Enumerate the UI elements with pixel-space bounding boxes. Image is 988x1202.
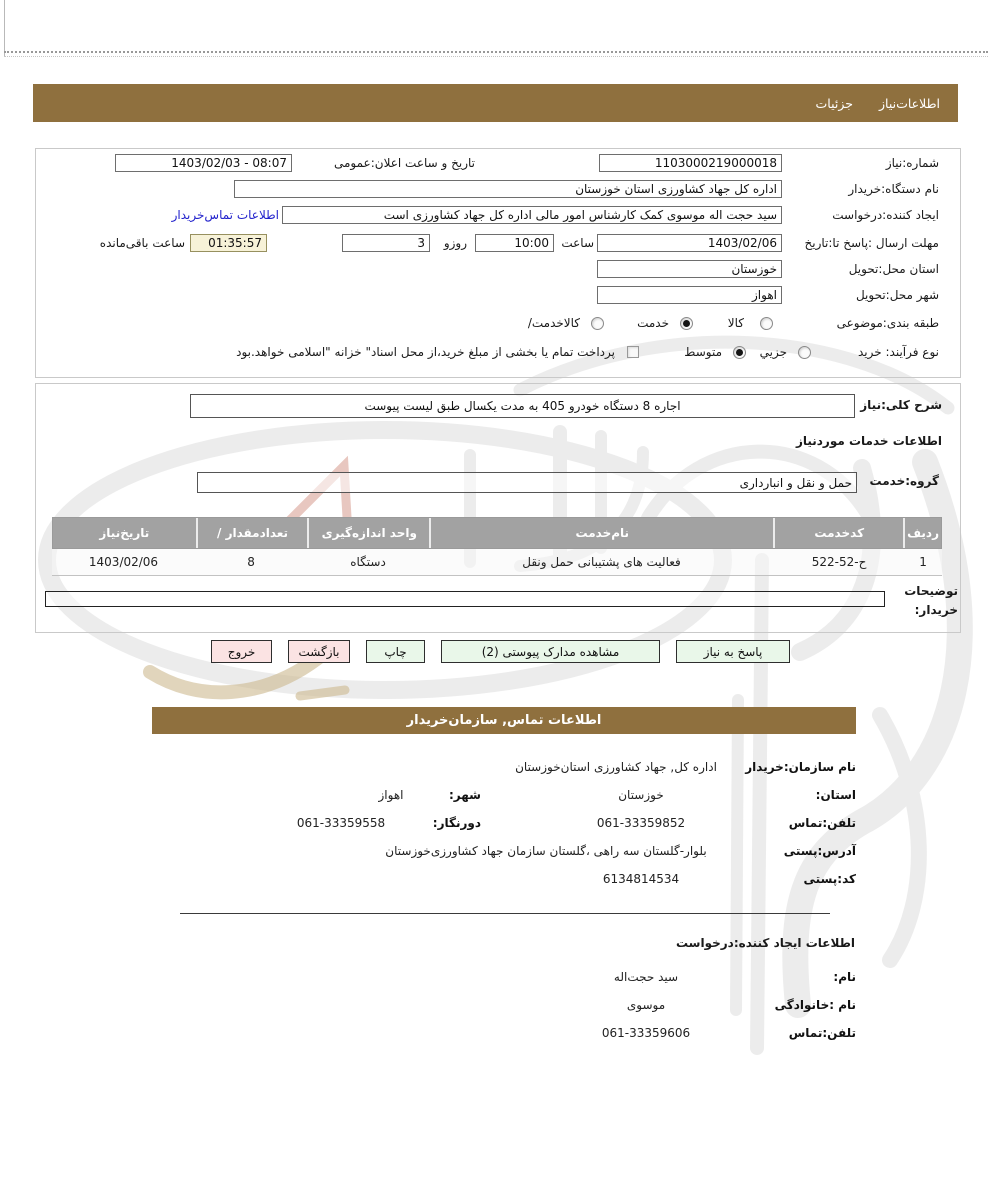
header-row-number: ردیف [903,518,941,548]
hours-remaining-label: ساعت باقی‌مانده [99,236,185,250]
radio-minor-label: جزيي [759,345,787,359]
request-creator-field[interactable]: سید حجت اله موسوی کمک کارشناس امور مالی اداره کل جهاد کشاورزی است [282,206,782,224]
buyer-notes-field[interactable] [45,591,885,607]
buyer-org-label: نام دستگاه:خریدار [848,182,939,196]
service-group-field[interactable]: حمل و نقل و انبارداری [197,472,857,493]
radio-goods-label: کالا [727,316,744,330]
deadline-date-field[interactable]: 1403/02/06 [597,234,782,252]
province-label: استان: [815,788,856,802]
tab-need-info[interactable]: اطلاعات‌نیاز [878,95,940,111]
postal-code-label: کد:پستی [803,872,856,886]
buyer-notes-label-line1: توضیحات [904,584,958,598]
cell-quantity: 8 [247,555,255,569]
fax-label: دورنگار: [432,816,481,830]
creator-name-label: نام: [833,970,856,984]
contact-section-title: اطلاعات تماس, سازمان‌خریدار [406,713,602,728]
request-creator-section-header: اطلاعات ایجاد کننده:درخواست [675,936,855,950]
address-value: بلوار-گلستان سه راهی ،گلستان سازمان جهاد کشاورزی‌خوزستان [385,844,707,858]
treasury-payment-checkbox[interactable] [627,346,639,358]
days-remaining-field[interactable]: 3 [342,234,430,252]
delivery-city-field[interactable]: اهواز [597,286,782,304]
city-value: اهواز [378,788,404,802]
address-label: آدرس:پستی [783,844,856,858]
top-menu-bar [33,84,958,122]
delivery-province-field[interactable]: خوزستان [597,260,782,278]
need-number-field[interactable]: 1103000219000018 [599,154,782,172]
countdown-timer: 01:35:57 [190,234,267,252]
header-need-date: تاریخ‌نیاز [99,526,150,540]
need-services-panel [35,383,961,633]
need-description-field[interactable]: اجاره 8 دستگاه خودرو 405 به مدت یکسال طبق لیست پیوست [190,394,855,418]
category-label: طبقه بندی:موضوعی [836,316,939,330]
back-button[interactable]: بازگشت [288,640,350,663]
need-description-label: شرح کلی:نیاز [860,398,942,412]
radio-medium-label: متوسط [684,345,722,359]
org-name-label: نام سازمان:خریدار [745,760,856,774]
radio-service-label: خدمت [637,316,669,330]
phone-label: تلفن:تماس [788,816,856,830]
page-left-border [4,0,5,57]
radio-minor[interactable] [798,346,811,359]
buyer-org-field[interactable]: اداره کل جهاد کشاورزی استان خوزستان [234,180,782,198]
contact-postal-row [152,868,856,892]
radio-goods-service[interactable] [591,317,604,330]
deadline-time-field[interactable]: 10:00 [475,234,554,252]
table-row[interactable] [52,549,942,576]
cell-unit: دستگاه [350,555,386,569]
contact-org-row [152,756,856,780]
creator-family-row [152,994,856,1018]
services-table-header [52,517,942,549]
action-buttons [211,640,790,663]
header-service-code: کدخدمت [773,518,903,548]
request-creator-label: ایجاد کننده:درخواست [832,208,939,222]
days-label: روزو [443,236,467,250]
header-service-name: نام‌خدمت [429,518,773,548]
postal-code-value: 6134814534 [602,872,680,886]
contact-phone-row [152,812,856,836]
services-section-header: اطلاعات خدمات موردنیاز [795,434,942,448]
reply-deadline-label: مهلت ارسال :پاسخ تا:تاریخ [804,236,939,250]
creator-name-row [152,966,856,990]
process-type-label: نوع فرآیند: خرید [858,345,939,359]
treasury-payment-label: پرداخت تمام یا بخشی از مبلغ خرید،از محل اسناد" خزانه "اسلامی خواهد.بود [236,345,615,359]
need-summary-panel [35,148,961,378]
buyer-notes-label-line2: خریدار: [914,603,958,617]
header-quantity: / تعدادمقدار [196,518,308,548]
creator-phone-label: تلفن:تماس [788,1026,856,1040]
announce-datetime-label: تاریخ و ساعت اعلان:عمومی [333,156,475,170]
radio-service[interactable] [680,317,693,330]
radio-medium[interactable] [733,346,746,359]
exit-button[interactable]: خروج [211,640,272,663]
fax-value: 061-33359558 [296,816,386,830]
reply-to-need-button[interactable]: پاسخ به نیاز [676,640,790,663]
delivery-province-label: استان محل:تحویل [848,262,939,276]
city-label: شهر: [449,788,481,802]
creator-name-value: سید حجت‌اله [613,970,679,984]
creator-phone-value: 061-33359606 [601,1026,691,1040]
cell-row-number: 1 [919,555,927,569]
phone-value: 061-33359852 [596,816,686,830]
radio-goods[interactable] [760,317,773,330]
top-dashed-divider-2 [4,56,988,57]
header-unit: واحد اندازه‌گیری [307,518,429,548]
cell-service-name: فعالیت های پشتیبانی حمل ونقل [522,555,681,569]
section-divider [180,913,830,914]
delivery-city-label: شهر محل:تحویل [855,288,939,302]
creator-phone-row [152,1022,856,1046]
province-value: خوزستان [618,788,664,802]
services-table [52,517,942,576]
cell-need-date: 1403/02/06 [88,555,159,569]
service-group-label: گروه:خدمت [869,474,939,488]
contact-address-row [152,840,856,864]
cell-service-code: ح-52-522 [811,555,867,569]
need-number-label: شماره:نیاز [885,156,939,170]
view-attachments-button[interactable]: مشاهده مدارک پیوستی (2) [441,640,660,663]
org-name-value: اداره کل, جهاد کشاورزی استان‌خوزستان [515,760,717,774]
tab-details[interactable]: جزئیات [815,95,853,111]
announce-datetime-field[interactable]: 1403/02/03 - 08:07 [115,154,292,172]
print-button[interactable]: چاپ [366,640,425,663]
top-dashed-divider [4,51,988,53]
contact-province-row [152,784,856,808]
creator-family-value: موسوی [626,998,666,1012]
hour-label: ساعت [561,236,594,250]
creator-family-label: نام :خانوادگی [774,998,856,1012]
contact-section-header [152,707,856,734]
buyer-contact-link[interactable]: اطلاعات تماس‌خریدار [171,208,279,222]
radio-goods-service-label: /کالاخدمت [527,316,580,330]
